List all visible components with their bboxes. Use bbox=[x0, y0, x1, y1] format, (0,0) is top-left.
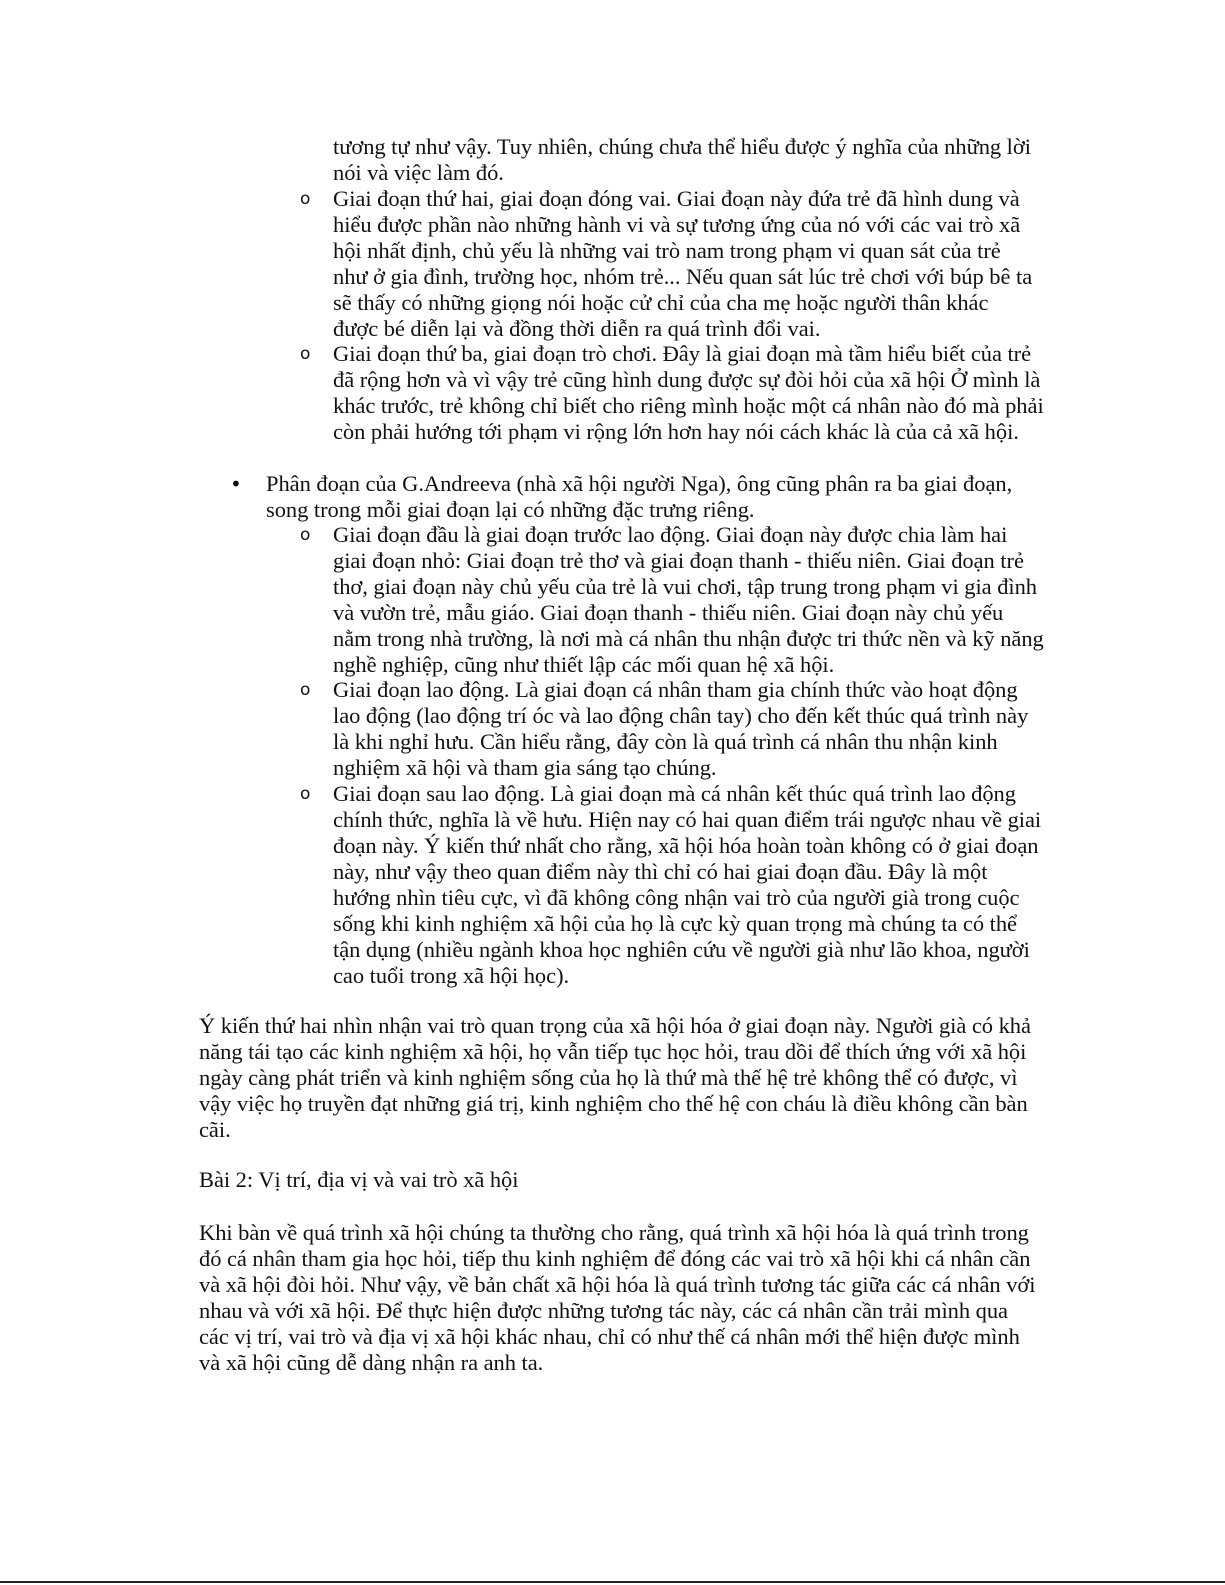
list-item-labor: Giai đoạn lao động. Là giai đoạn cá nhân tham gia chính thức vào hoạt động lao động (lao động trí óc và lao động chân tay) cho đến kết thúc quá trình này là khi nghỉ hưu. Cần hiểu rằng, đây còn là quá trình cá nhân thu nhận kinh nghiệm xã hội và tham gia sáng tạo chúng. bbox=[333, 677, 1029, 780]
list-marker: o bbox=[300, 344, 311, 364]
page-bottom-rule bbox=[0, 1581, 1225, 1583]
list-marker: o bbox=[300, 189, 311, 209]
paragraph-lesson-two: Khi bàn về quá trình xã hội chúng ta thường cho rằng, quá trình xã hội hóa là quá trình trong đó cá nhân tham gia học hỏi, tiếp thu kinh nghiệm để đóng các vai trò xã hội khi cá nhân cần và xã hội đòi hỏi. Như vậy, về bản chất xã hội hóa là quá trình tương tác giữa các cá nhân với nhau và với xã hội. Để thực hiện được những tương tác này, các cá nhân cần trải mình qua các vị trí, vai trò và địa vị xã hội khác nhau, chỉ có như thế cá nhân mới thể hiện được mình và xã hội cũng dễ dàng nhận ra anh ta. bbox=[199, 1220, 1036, 1375]
list-marker: o bbox=[300, 784, 311, 804]
list-marker: o bbox=[300, 680, 311, 700]
list-item-pre-labor: Giai đoạn đầu là giai đoạn trước lao động. Giai đoạn này được chia làm hai giai đoạn nhỏ: Giai đoạn trẻ thơ và giai đoạn thanh - thiếu niên. Giai đoạn trẻ thơ, giai đoạn này chủ yếu của trẻ là vui chơi, tập trung trong phạm vi gia đình và vườn trẻ, mẫu giáo. Giai đoạn thanh - thiếu niên. Giai đoạn này chủ yếu nằm trong nhà trường, là nơi mà cá nhân thu nhận được tri thức nền và kỹ năng nghề nghiệp, cũng như thiết lập các mối quan hệ xã hội. bbox=[333, 522, 1044, 677]
list-item-andreeva: Phân đoạn của G.Andreeva (nhà xã hội người Nga), ông cũng phân ra ba giai đoạn, song trong mỗi giai đoạn lại có những đặc trưng riêng. bbox=[266, 471, 1013, 522]
lesson-heading: Bài 2: Vị trí, địa vị và vai trò xã hội bbox=[199, 1167, 519, 1192]
continuation-text: tương tự như vậy. Tuy nhiên, chúng chưa thể hiểu được ý nghĩa của những lời nói và việc làm đó. bbox=[333, 134, 1031, 185]
paragraph-opinion-two: Ý kiến thứ hai nhìn nhận vai trò quan trọng của xã hội hóa ở giai đoạn này. Người già có khả năng tái tạo các kinh nghiệm xã hội, họ vẫn tiếp tục học hỏi, trau dồi để thích ứng với xã hội ngày càng phát triển và kinh nghiệm sống của họ là thứ mà thế hệ trẻ không thể có được, vì vậy việc họ truyền đạt những giá trị, kinh nghiệm cho thế hệ con cháu là điều không cần bàn cãi. bbox=[199, 1013, 1031, 1142]
list-item-post-labor: Giai đoạn sau lao động. Là giai đoạn mà cá nhân kết thúc quá trình lao động chính thức, nghĩa là về hưu. Hiện nay có hai quan điểm trái ngược nhau về giai đoạn này. Ý kiến thứ nhất cho rằng, xã hội hóa hoàn toàn không có ở giai đoạn này, như vậy theo quan điểm này thì chỉ có hai giai đoạn đầu. Đây là một hướng nhìn tiêu cực, vì đã không công nhận vai trò của người già trong cuộc sống khi kinh nghiệm xã hội của họ là cực kỳ quan trọng mà chúng ta có thể tận dụng (nhiều ngành khoa học nghiên cứu về người già như lão khoa, người cao tuổi trong xã hội học). bbox=[333, 781, 1042, 988]
list-bullet: • bbox=[230, 472, 242, 496]
list-marker: o bbox=[300, 525, 311, 545]
list-item-stage-two: Giai đoạn thứ hai, giai đoạn đóng vai. Giai đoạn này đứa trẻ đã hình dung và hiểu được phần nào những hành vi và sự tương ứng của nó với các vai trò xã hội nhất định, chủ yếu là những vai trò nam trong phạm vi quan sát của trẻ như ở gia đình, trường học, nhóm trẻ... Nếu quan sát lúc trẻ chơi với búp bê ta sẽ thấy có những giọng nói hoặc cử chỉ của cha mẹ hoặc người thân khác được bé diễn lại và đồng thời diễn ra quá trình đổi vai. bbox=[333, 186, 1033, 341]
list-item-stage-three: Giai đoạn thứ ba, giai đoạn trò chơi. Đây là giai đoạn mà tầm hiểu biết của trẻ đã rộng hơn và vì vậy trẻ cũng hình dung được sự đòi hỏi của xã hội Ở mình là khác trước, trẻ không chỉ biết cho riêng mình hoặc một cá nhân nào đó mà phải còn phải hướng tới phạm vi rộng lớn hơn hay nói cách khác là của cả xã hội. bbox=[333, 341, 1044, 444]
